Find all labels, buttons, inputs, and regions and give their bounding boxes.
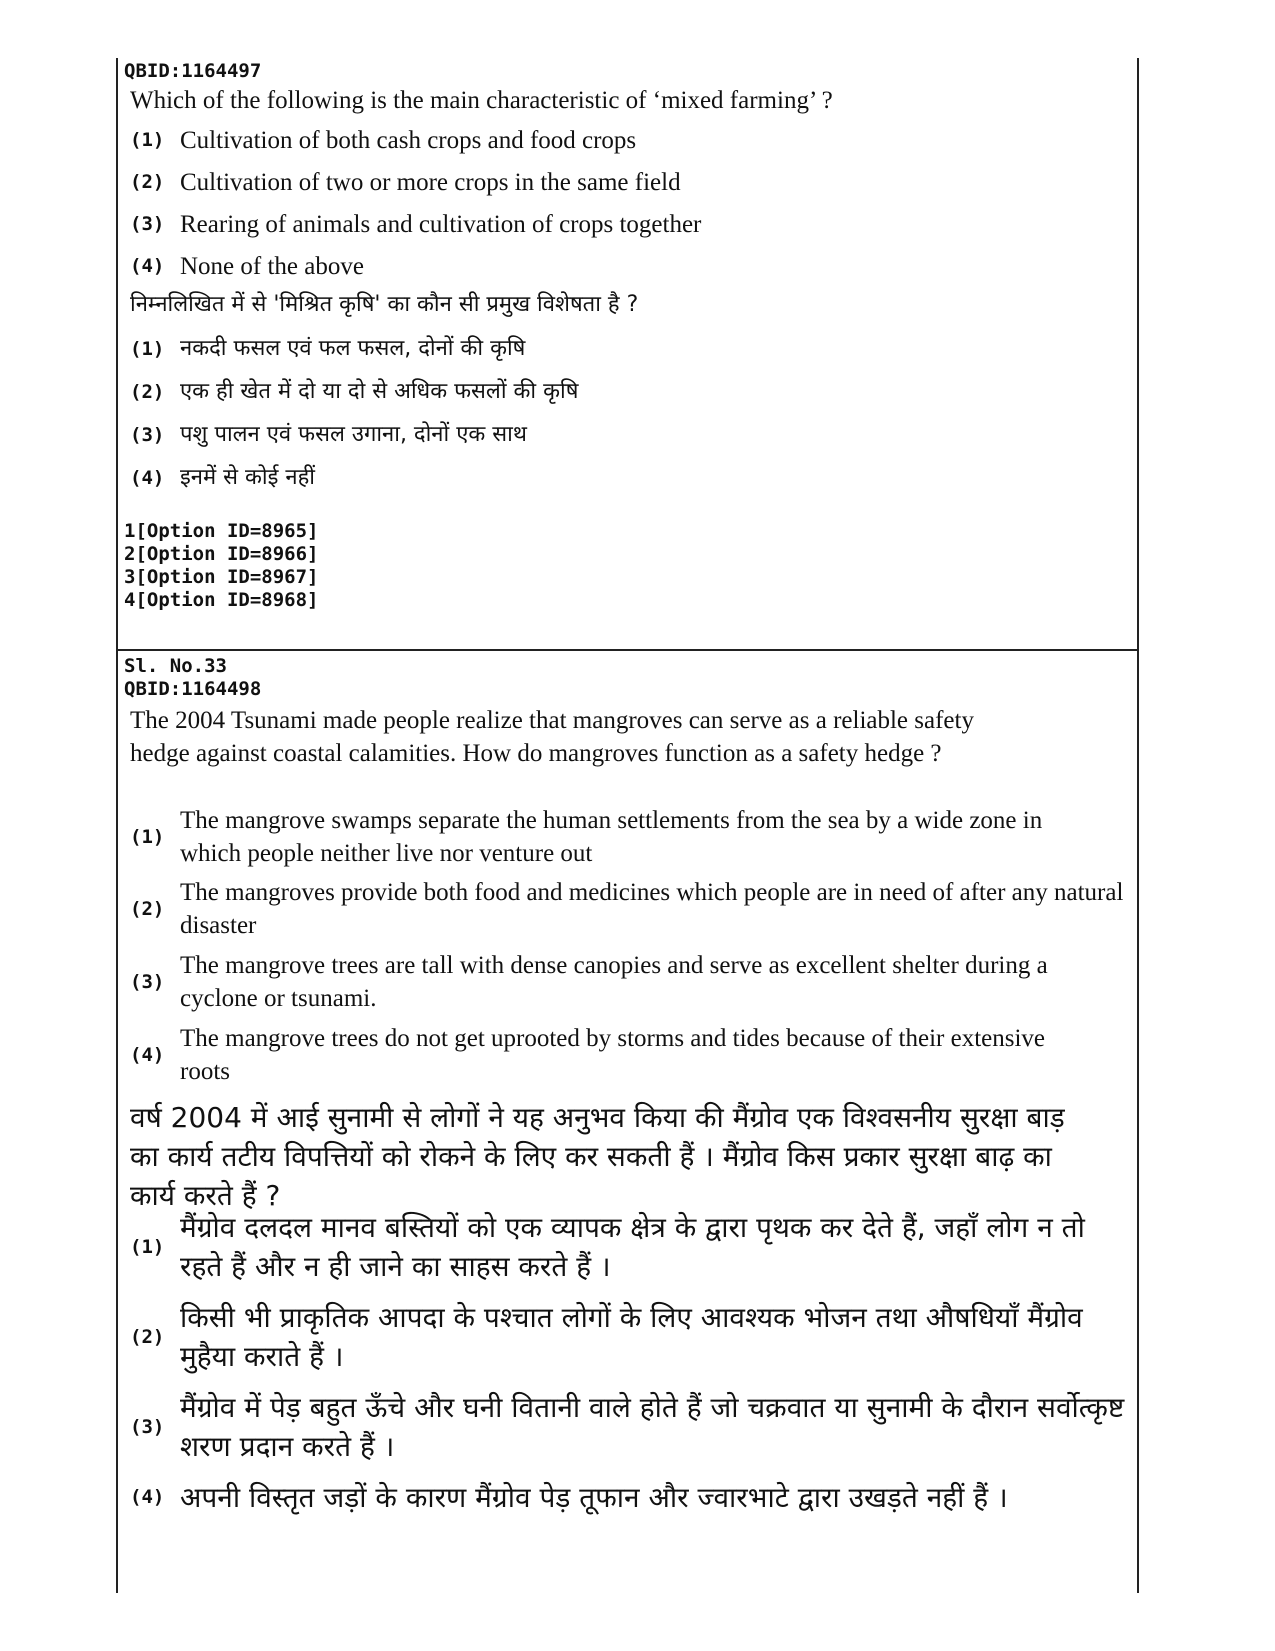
option-number: (4) bbox=[130, 255, 165, 277]
q1-option-en-3 bbox=[130, 208, 1125, 241]
q2-option-en-1 bbox=[130, 804, 1125, 870]
q2-question-hi: वर्ष 2004 में आई सुनामी से लोगों ने यह अनुभव किया की मैंग्रोव एक विश्वसनीय सुरक्षा बाड़ का कार्य तटीय विपत्तियों को रोकने के लिए कर सकती हैं । मैंग्रोव किस प्रकार सुरक्षा बाढ़ का कार्य करते हैं ? bbox=[130, 1101, 1065, 1212]
option-number: (4) bbox=[130, 466, 165, 489]
option-text: The mangrove swamps separate the human settlements from the sea by a wide zone in which people neither live nor venture out bbox=[180, 807, 1043, 867]
option-text: The mangroves provide both food and medicines which people are in need of after any natural disaster bbox=[180, 879, 1124, 939]
q2-option-hi-1 bbox=[130, 1208, 1125, 1286]
option-text: None of the above bbox=[180, 253, 364, 280]
option-id-4: 4[Option ID=8968] bbox=[124, 589, 319, 611]
option-id-3: 3[Option ID=8967] bbox=[124, 566, 319, 588]
q1-option-en-1 bbox=[130, 124, 1125, 157]
q1-question-hi: निम्नलिखित में से 'मिश्रित कृषि' का कौन सी प्रमुख विशेषता है ? bbox=[130, 292, 639, 317]
option-text: Cultivation of two or more crops in the same field bbox=[180, 169, 681, 196]
option-number: (4) bbox=[130, 1486, 165, 1508]
option-number: (2) bbox=[130, 171, 165, 193]
option-text: The mangrove trees do not get uprooted by storms and tides because of their extensive roots bbox=[180, 1025, 1046, 1085]
q1-option-hi-1 bbox=[130, 334, 1125, 364]
option-text: एक ही खेत में दो या दो से अधिक फसलों की कृषि bbox=[180, 379, 579, 404]
q2-option-en-4 bbox=[130, 1022, 1125, 1088]
q1-option-en-2 bbox=[130, 166, 1125, 199]
option-number: (1) bbox=[130, 337, 165, 360]
option-number: (3) bbox=[130, 970, 165, 993]
option-number: (3) bbox=[130, 423, 165, 446]
question-divider bbox=[118, 649, 1137, 651]
q1-option-hi-4 bbox=[130, 463, 1125, 493]
q1-option-ids bbox=[124, 520, 318, 612]
option-number: (3) bbox=[130, 213, 165, 235]
option-number: (1) bbox=[130, 825, 165, 848]
question-paper-frame bbox=[116, 58, 1139, 1593]
q2-option-en-3 bbox=[130, 949, 1125, 1015]
option-number: (2) bbox=[130, 380, 165, 403]
option-number: (1) bbox=[130, 1235, 165, 1258]
q2-option-en-2 bbox=[130, 876, 1125, 942]
q1-qbid: QBID:1164497 bbox=[124, 60, 262, 82]
option-id-2: 2[Option ID=8966] bbox=[124, 543, 319, 565]
q2-option-hi-3 bbox=[130, 1388, 1125, 1466]
option-id-1: 1[Option ID=8965] bbox=[124, 520, 319, 542]
option-text: पशु पालन एवं फसल उगाना, दोनों एक साथ bbox=[180, 422, 527, 447]
option-text: नकदी फसल एवं फल फसल, दोनों की कृषि bbox=[180, 336, 526, 361]
q1-option-en-4 bbox=[130, 250, 1125, 283]
q1-option-hi-3 bbox=[130, 420, 1125, 450]
option-number: (2) bbox=[130, 1325, 165, 1348]
option-text: Cultivation of both cash crops and food crops bbox=[180, 127, 637, 154]
q2-option-hi-4 bbox=[130, 1478, 1125, 1517]
option-number: (2) bbox=[130, 897, 165, 920]
q2-qbid: QBID:1164498 bbox=[124, 678, 262, 700]
option-text: Rearing of animals and cultivation of crops together bbox=[180, 211, 702, 238]
option-text: इनमें से कोई नहीं bbox=[180, 465, 316, 490]
option-number: (3) bbox=[130, 1415, 165, 1438]
option-text: मैंग्रोव दलदल मानव बस्तियों को एक व्यापक क्षेत्र के द्वारा पृथक कर देते हैं, जहाँ लोग न तो रहते हैं और न ही जाने का साहस करते हैं । bbox=[180, 1211, 1085, 1283]
q2-sl-no: Sl. No.33 bbox=[124, 655, 227, 677]
option-number: (1) bbox=[130, 129, 165, 151]
option-text: अपनी विस्तृत जड़ों के कारण मैंग्रोव पेड़ तूफान और ज्वारभाटे द्वारा उखड़ते नहीं हैं । bbox=[180, 1481, 1008, 1514]
q1-option-hi-2 bbox=[130, 377, 1125, 407]
option-number: (4) bbox=[130, 1043, 165, 1066]
option-text: The mangrove trees are tall with dense canopies and serve as excellent shelter during a cyclone or tsunami. bbox=[180, 952, 1048, 1012]
q2-question-en: The 2004 Tsunami made people realize that mangroves can serve as a reliable safety hedge against coastal calamities. How do mangroves function as a safety hedge ? bbox=[130, 707, 974, 767]
option-text: किसी भी प्राकृतिक आपदा के पश्चात लोगों के लिए आवश्यक भोजन तथा औषधियाँ मैंग्रोव मुहैया कराते हैं । bbox=[180, 1301, 1083, 1373]
option-text: मैंग्रोव में पेड़ बहुत ऊँचे और घनी वितानी वाले होते हैं जो चक्रवात या सुनामी के दौरान सर्वोत्कृष्ट शरण प्रदान करते हैं । bbox=[180, 1391, 1125, 1463]
q1-question-en: Which of the following is the main characteristic of ‘mixed farming’ ? bbox=[130, 87, 833, 114]
q2-option-hi-2 bbox=[130, 1298, 1125, 1376]
